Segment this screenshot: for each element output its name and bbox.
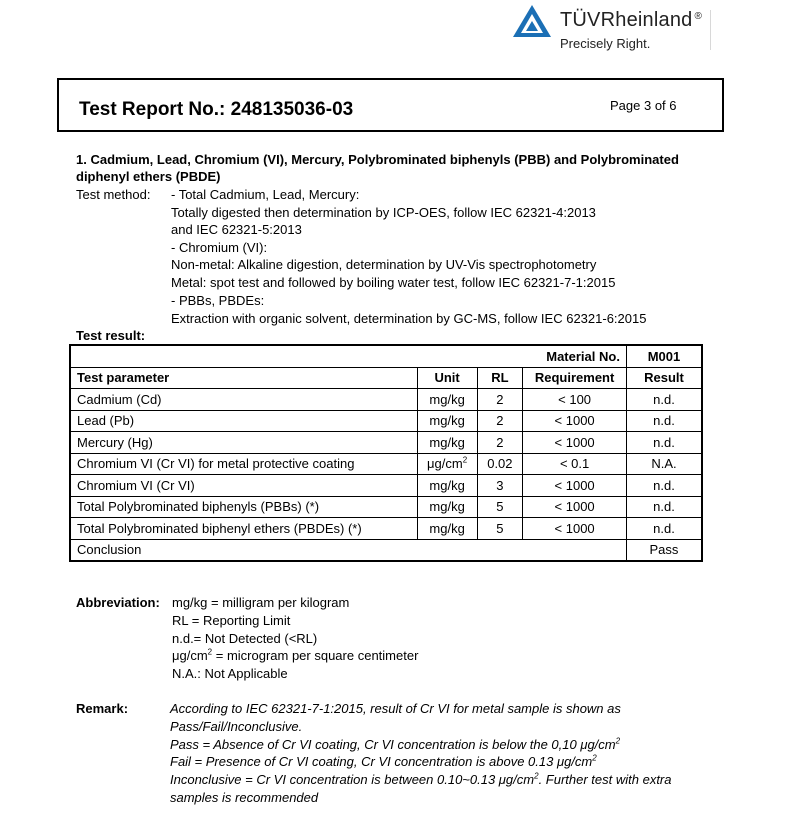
- conclusion-value: Pass: [626, 539, 702, 561]
- remark-line: samples is recommended: [170, 790, 319, 805]
- cell-requirement: < 1000: [523, 475, 627, 497]
- page-number: Page 3 of 6: [610, 98, 677, 113]
- cell-unit: mg/kg: [417, 475, 477, 497]
- table-row: [70, 496, 702, 518]
- cell-requirement: < 1000: [523, 496, 627, 518]
- remark-line: Inconclusive = Cr VI concentration is between 0.10~0.13 $\mu g/cm^2$. Further test with extra: [170, 771, 672, 787]
- method-line: - Chromium (VI):: [171, 240, 268, 255]
- abbreviation-line: n.d.= Not Detected (<RL): [172, 631, 318, 646]
- abbreviation-line: $\mu g/cm^2$ = microgram per square centimeter: [172, 647, 419, 663]
- section-heading-line2: diphenyl ethers (PBDE): [76, 169, 221, 184]
- abbreviation-line: RL = Reporting Limit: [172, 613, 291, 628]
- cell-unit: mg/kg: [417, 410, 477, 432]
- cell-result: n.d.: [626, 475, 702, 497]
- method-line: Non-metal: Alkaline digestion, determination by UV-Vis spectrophotometry: [171, 257, 597, 272]
- cell-requirement: < 100: [523, 389, 627, 411]
- method-line: Extraction with organic solvent, determination by GC-MS, follow IEC 62321-6:2015: [171, 311, 647, 326]
- cell-param: Chromium VI (Cr VI): [70, 475, 417, 497]
- cell-requirement: < 1000: [523, 432, 627, 454]
- cell-result: n.d.: [626, 518, 702, 540]
- cell-param: Total Polybrominated biphenyl ethers (PBDEs) (*): [70, 518, 417, 540]
- brand-name: TÜVRheinland ®: [560, 9, 703, 31]
- cell-result: N.A.: [626, 453, 702, 475]
- cell-rl: 2: [477, 432, 523, 454]
- cell-rl: 0.02: [477, 453, 523, 475]
- cell-param: Cadmium (Cd): [70, 389, 417, 411]
- remark-label: Remark:: [76, 701, 129, 716]
- cell-param: Chromium VI (Cr VI) for metal protective coating: [70, 453, 417, 475]
- cell-rl: 3: [477, 475, 523, 497]
- table-row: [70, 432, 702, 454]
- method-line: - PBBs, PBDEs:: [171, 293, 265, 308]
- cell-requirement: < 1000: [523, 410, 627, 432]
- section-heading-line1: 1. Cadmium, Lead, Chromium (VI), Mercury, Polybrominated biphenyls (PBB) and Polybrominated: [76, 152, 679, 167]
- cell-unit: mg/kg: [417, 518, 477, 540]
- header-row: [70, 367, 702, 389]
- cell-param: Total Polybrominated biphenyls (PBBs) (*): [70, 496, 417, 518]
- header-divider: [710, 10, 711, 50]
- method-line: - Total Cadmium, Lead, Mercury:: [171, 187, 360, 202]
- cell-param: Lead (Pb): [70, 410, 417, 432]
- remark-line: Fail = Presence of Cr VI coating, Cr VI concentration is above 0.13 $\mu g/cm^2$: [170, 753, 597, 769]
- header-result: Result: [626, 367, 702, 389]
- cell-unit: mg/kg: [417, 496, 477, 518]
- cell-result: n.d.: [626, 389, 702, 411]
- report-title-box: [57, 78, 724, 132]
- table-row: [70, 518, 702, 540]
- header-test-parameter: Test parameter: [70, 367, 417, 389]
- material-label: Material No.: [70, 345, 626, 367]
- cell-requirement: < 0.1: [523, 453, 627, 475]
- abbreviation-line: N.A.: Not Applicable: [172, 666, 288, 681]
- report-title: Test Report No.: 248135036-03: [79, 99, 354, 120]
- abbreviation-label: Abbreviation:: [76, 595, 160, 610]
- cell-result: n.d.: [626, 432, 702, 454]
- cell-rl: 5: [477, 518, 523, 540]
- brand-tagline: Precisely Right.: [560, 36, 651, 51]
- header-rl: RL: [477, 367, 523, 389]
- cell-unit: mg/kg: [417, 389, 477, 411]
- table-row: [70, 475, 702, 497]
- cell-param: Mercury (Hg): [70, 432, 417, 454]
- header-requirement: Requirement: [523, 367, 627, 389]
- material-row: [70, 345, 702, 367]
- cell-rl: 2: [477, 389, 523, 411]
- cell-rl: 5: [477, 496, 523, 518]
- method-line: Metal: spot test and followed by boiling water test, follow IEC 62321-7-1:2015: [171, 275, 616, 290]
- table-row: [70, 389, 702, 411]
- method-line: and IEC 62321-5:2013: [171, 222, 302, 237]
- remark-line: Pass = Absence of Cr VI coating, Cr VI concentration is below the 0,10 $\mu g/cm^2$: [170, 736, 621, 752]
- cell-requirement: < 1000: [523, 518, 627, 540]
- table-row: [70, 410, 702, 432]
- cell-unit: mg/kg: [417, 432, 477, 454]
- conclusion-label: Conclusion: [70, 539, 626, 561]
- tuv-triangle-logo-icon: [512, 4, 552, 38]
- table-row: [70, 453, 702, 475]
- conclusion-row: [70, 539, 702, 561]
- test-method-label: Test method:: [76, 187, 151, 202]
- remark-line: Pass/Fail/Inconclusive.: [170, 719, 303, 734]
- abbreviation-line: mg/kg = milligram per kilogram: [172, 595, 350, 610]
- cell-rl: 2: [477, 410, 523, 432]
- results-table: [69, 344, 703, 562]
- method-line: Totally digested then determination by ICP-OES, follow IEC 62321-4:2013: [171, 205, 596, 220]
- cell-result: n.d.: [626, 496, 702, 518]
- cell-unit: $\mu g/cm^2$: [417, 453, 477, 475]
- cell-result: n.d.: [626, 410, 702, 432]
- header-unit: Unit: [417, 367, 477, 389]
- remark-line: According to IEC 62321-7-1:2015, result of Cr VI for metal sample is shown as: [170, 701, 621, 716]
- material-id: M001: [626, 345, 702, 367]
- test-result-label: Test result:: [76, 328, 146, 343]
